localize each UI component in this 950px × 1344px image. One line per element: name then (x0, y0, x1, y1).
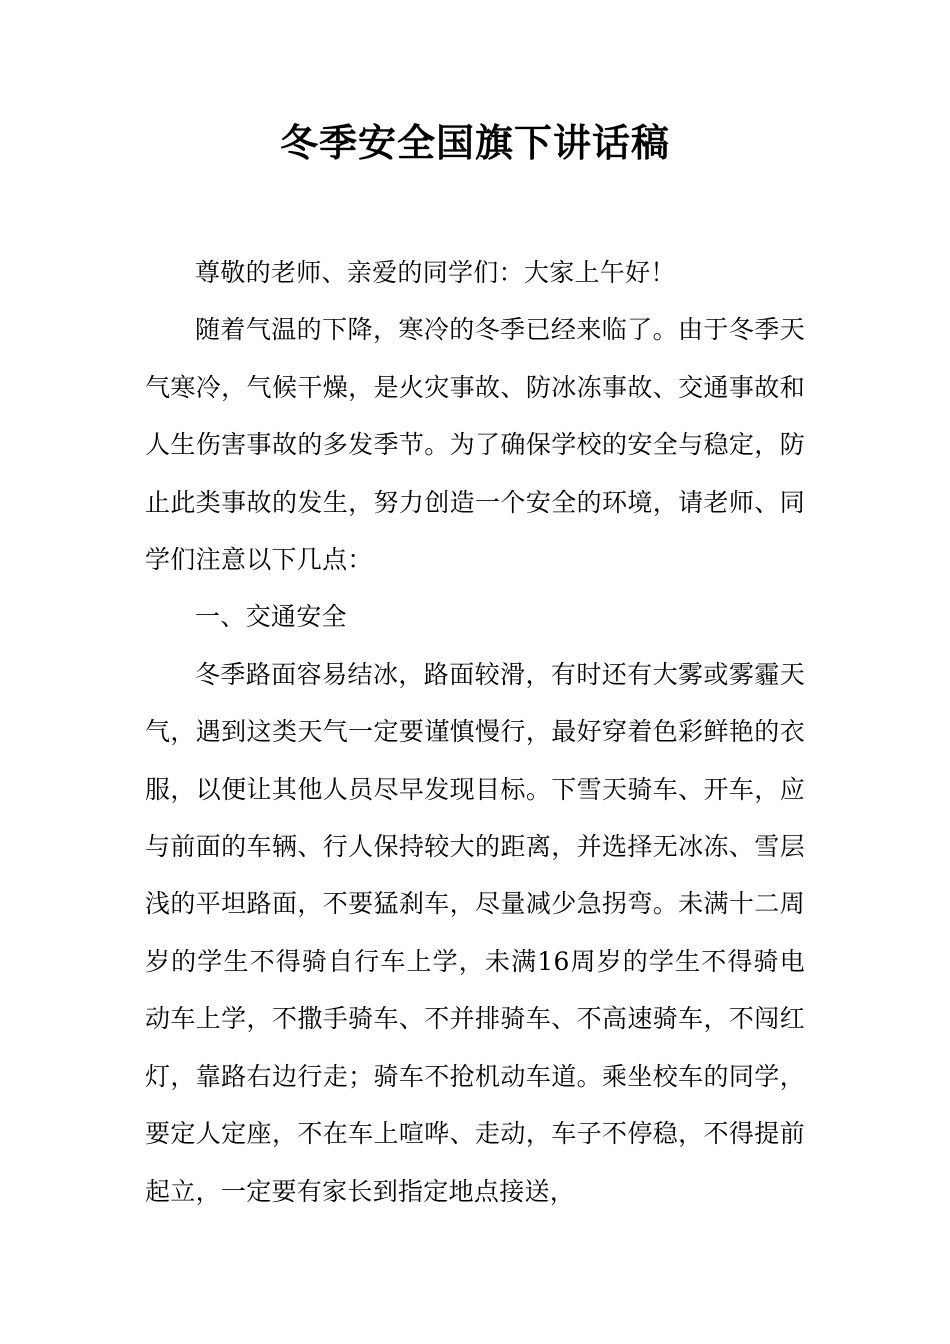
greeting-paragraph: 尊敬的老师、亲爱的同学们：大家上午好！ (195, 258, 676, 287)
page-title: 冬季安全国旗下讲话稿 (279, 121, 670, 165)
section-heading-traffic-safety: 一、交通安全 (195, 602, 347, 632)
intro-paragraph: 随着气温的下降，寒冷的冬季已经来临了。由于冬季天气寒冷，气候干燥，是火灾事故、防冰冻事故、交通事故和人生伤害事故的多发季节。为了确保学校的安全与稳定，防止此类事故的发生，努力创造一个安全的环境，请老师、同学们注意以下几点： (145, 315, 805, 575)
document-body (145, 244, 805, 1220)
traffic-safety-paragraph: 冬季路面容易结冰，路面较滑，有时还有大雾或雾霾天气，遇到这类天气一定要谨慎慢行，最好穿着色彩鲜艳的衣服，以便让其他人员尽早发现目标。下雪天骑车、开车，应与前面的车辆、行人保持较大的距离，并选择无冰冻、雪层浅的平坦路面，不要猛刹车，尽量减少急拐弯。未满十二周岁的学生不得骑自行车上学，未满16周岁的学生不得骑电动车上学，不撒手骑车、不并排骑车、不高速骑车，不闯红灯，靠路右边行走；骑车不抢机动车道。乘坐校车的同学，要定人定座，不在车上喧哗、走动，车子不停稳，不得提前起立，一定要有家长到指定地点接送， (145, 659, 805, 1206)
